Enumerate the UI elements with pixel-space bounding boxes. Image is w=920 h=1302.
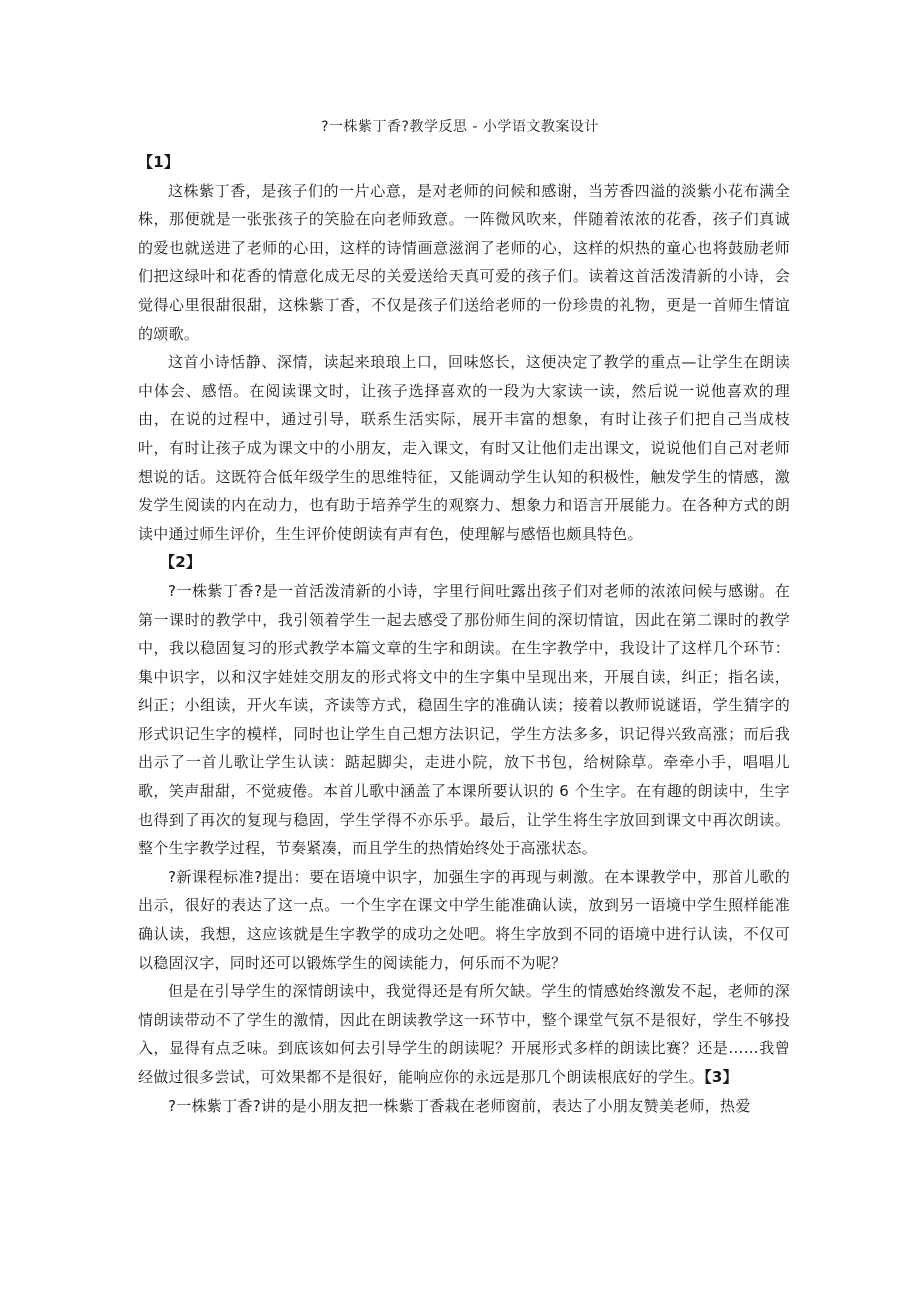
page-title: ?一株紫丁香?教学反思 - 小学语文教案设计 bbox=[321, 119, 599, 135]
section-marker-2: 【2】 bbox=[160, 553, 202, 572]
document-body bbox=[138, 148, 790, 1120]
section-marker-3: 【3】 bbox=[704, 1068, 738, 1086]
paragraph: ?一株紫丁香?是一首活泼清新的小诗，字里行间吐露出孩子们对老师的浓浓问候与感谢。在第一课时的教学中，我引领着学生一起去感受了那份师生间的深切情谊，因此在第二课时的教学中，我以稳固复习的形式教学本篇文章的生字和朗读。在生字教学中，我设计了这样几个环节：集中识字，以和汉字娃娃交朋友的形式将文中的生字集中呈现出来，开展自读，纠正；指名读，纠正；小组读，开火车读，齐读等方式，稳固生字的准确认读；接着以教师说谜语，学生猜字的形式识记生字的模样，同时也让学生自己想方法识记，学生方法多多，识记得兴致高涨；而后我出示了一首儿歌让学生认读：踮起脚尖，走进小院，放下书包，给树除草。牵牵小手，唱唱儿歌，笑声甜甜，不觉疲倦。本首儿歌中涵盖了本课所要认识的 6 个生字。在有趣的朗读中，生字也得到了再次的复现与稳固，学生学得不亦乐乎。最后，让学生将生字放回到课文中再次朗读。整个生字教学过程，节奏紧凑，而且学生的热情始终处于高涨状态。 bbox=[138, 581, 790, 858]
paragraph-text: 但是在引导学生的深情朗读中，我觉得还是有所欠缺。学生的情感始终激发不起，老师的深情朗读带动不了学生的激情，因此在朗读教学这一环节中，整个课堂气氛不是很好，学生不够投入，显得有点乏味。到底该如何去引导学生的朗读呢？开展形式多样的朗读比赛？还是……我曾经做过很多尝试，可效果都不是很好，能响应你的永远是那几个朗读根底好的学生。 bbox=[138, 982, 790, 1086]
section-marker-1: 【1】 bbox=[138, 153, 180, 171]
paragraph: 这株紫丁香，是孩子们的一片心意，是对老师的问候和感谢，当芳香四溢的淡紫小花布满全株，那便就是一张张孩子的笑脸在向老师致意。一阵微风吹来，伴随着浓浓的花香，孩子们真诚的爱也就送进了老师的心田，这样的诗情画意滋润了老师的心，这样的炽热的童心也将鼓励老师们把这绿叶和花香的情意化成无尽的关爱送给天真可爱的孩子们。读着这首活泼清新的小诗，会觉得心里很甜很甜，这株紫丁香，不仅是孩子们送给老师的一份珍贵的礼物，更是一首师生情谊的颂歌。 bbox=[138, 181, 790, 343]
paragraph: 这首小诗恬静、深情，读起来琅琅上口，回味悠长，这便决定了教学的重点—让学生在朗读中体会、感悟。在阅读课文时，让孩子选择喜欢的一段为大家读一读，然后说一说他喜欢的理由，在说的过程中，通过引导，联系生活实际，展开丰富的想象，有时让孩子们把自己当成枝叶，有时让孩子成为课文中的小朋友，走入课文，有时又让他们走出课文，说说他们自己对老师想说的话。这既符合低年级学生的思维特征，又能调动学生认知的积极性，触发学生的情感，激发学生阅读的内在动力，也有助于培养学生的观察力、想象力和语言开展能力。在各种方式的朗读中通过师生评价，生生评价使朗读有声有色，使理解与感悟也颇具特色。 bbox=[138, 353, 790, 543]
paragraph bbox=[138, 977, 790, 1091]
paragraph: ?新课程标准?提出：要在语境中识字，加强生字的再现与刺激。在本课教学中，那首儿歌的出示，很好的表达了这一点。一个生字在课文中学生能准确认读，放到另一语境中学生照样能准确认读，我想，这应该就是生字教学的成功之处吧。将生字放到不同的语境中进行认读，不仅可以稳固汉字，同时还可以锻炼学生的阅读能力，何乐而不为呢？ bbox=[138, 867, 790, 972]
paragraph: ?一株紫丁香?讲的是小朋友把一株紫丁香栽在老师窗前，表达了小朋友赞美老师，热爱 bbox=[168, 1096, 751, 1115]
